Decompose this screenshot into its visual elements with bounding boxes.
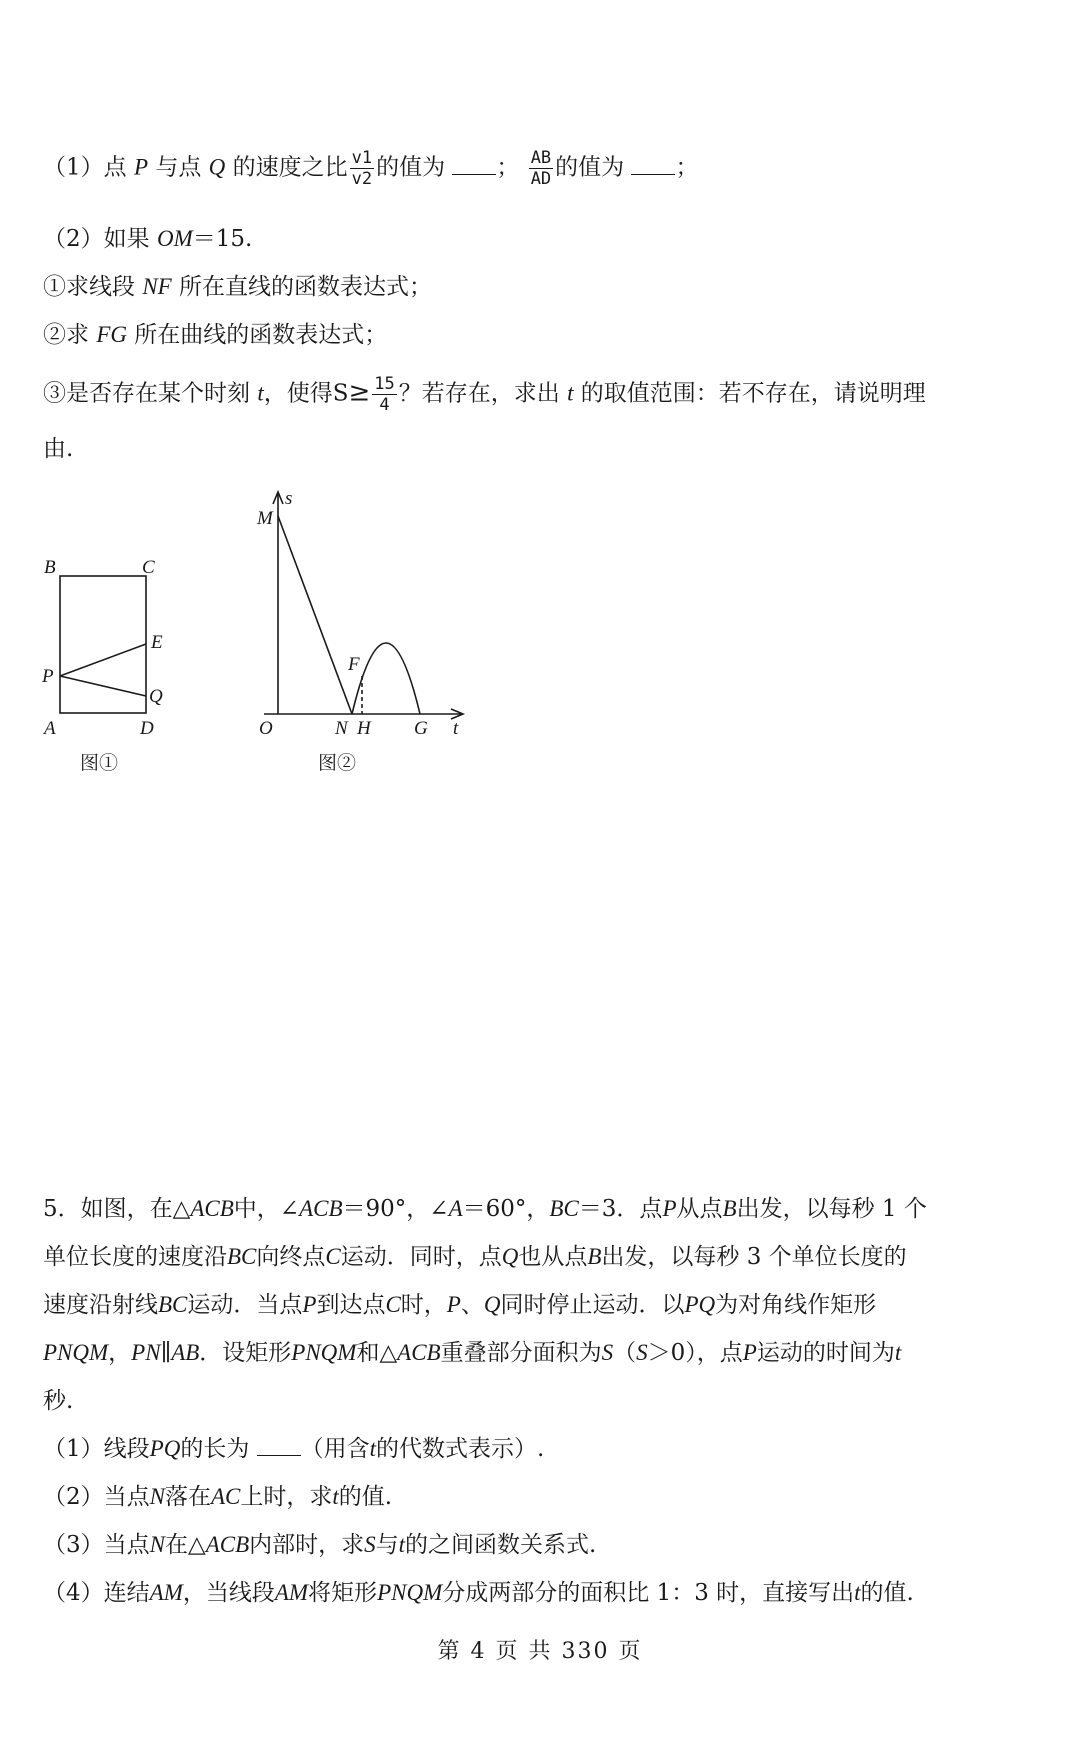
page-footer: 第 4 页 共 330 页	[437, 1639, 643, 1664]
fig1-label-B: B	[44, 557, 56, 578]
q5-part4: （4）连结AM，当线段AM将矩形PNQM分成两部分的面积比 1：3 时，直接写出t的值.	[43, 1580, 914, 1606]
figure-1-rectangle	[60, 576, 146, 713]
q4-sub3-cont: 由.	[43, 436, 74, 462]
figure-2-graph	[264, 492, 463, 719]
fig2-label-H: H	[357, 718, 371, 739]
q4-part2: （2）如果 OM＝15.	[43, 226, 253, 252]
figures	[0, 480, 1080, 780]
answer-blank	[257, 1435, 301, 1456]
fig2-label-G: G	[414, 718, 428, 739]
fraction-ab-ad: $\frac{AB}{AD}$	[530, 148, 552, 189]
q5-line-4: PNQM，PN∥AB．设矩形PNQM和△ACB重叠部分面积为S（S＞0），点P运动的时间为t	[43, 1340, 902, 1366]
answer-blank	[452, 154, 496, 175]
fig2-label-N: N	[335, 718, 348, 739]
fig2-label-O: O	[259, 718, 273, 739]
q5-line-5: 秒.	[43, 1388, 74, 1414]
fraction-v1-v2: $\frac{v1}{v2}$	[351, 148, 373, 189]
fig1-label-Q: Q	[149, 686, 163, 707]
fig1-caption: 图①	[80, 753, 119, 774]
var-P: P	[133, 154, 149, 180]
var-Q: Q	[208, 154, 226, 180]
q4-part1: （1）点 P 与点 Q 的速度之比 $\frac{v1}{v2}$ 的值为 ； $\frac{AB}{AD}$ 的值为 ；	[43, 148, 699, 189]
q5-line-2: 单位长度的速度沿BC向终点C运动．同时，点Q也从点B出发，以每秒 3 个单位长度的	[43, 1244, 907, 1270]
fig1-label-C: C	[142, 557, 155, 578]
q5-line-3: 速度沿射线BC运动．当点P到达点C时，P、Q同时停止运动．以PQ为对角线作矩形	[43, 1292, 877, 1318]
fig1-label-D: D	[140, 718, 154, 739]
q4-sub3: ③是否存在某个时刻 t，使得S≥ $\frac{15}{4}$ ？若存在，求出 t 的取值范围：若不存在，请说明理	[43, 374, 926, 415]
q4-sub2: ②求 FG 所在曲线的函数表达式；	[43, 322, 388, 348]
answer-blank	[631, 154, 675, 175]
fig2-label-M: M	[257, 508, 273, 529]
q5-part1: （1）线段PQ的长为 （用含t的代数式表示）.	[43, 1436, 545, 1462]
fig1-label-E: E	[151, 632, 163, 653]
fig2-caption: 图②	[318, 753, 357, 774]
fig2-label-F: F	[348, 654, 360, 675]
fig2-label-t: t	[453, 718, 459, 739]
fig1-label-P: P	[42, 666, 54, 687]
q5-line-1: 5．如图，在△ACB中，∠ACB＝90°，∠A＝60°，BC＝3．点P从点B出发，以每秒 1 个	[43, 1196, 927, 1222]
fig2-label-s: s	[285, 488, 293, 509]
q5-part3: （3）当点N在△ACB内部时，求S与t的之间函数关系式.	[43, 1532, 597, 1558]
q5-part2: （2）当点N落在AC上时，求t的值.	[43, 1484, 393, 1510]
fraction-15-4: $\frac{15}{4}$	[374, 374, 395, 415]
fig1-label-A: A	[44, 718, 56, 739]
q4-sub1: ①求线段 NF 所在直线的函数表达式；	[43, 274, 433, 300]
